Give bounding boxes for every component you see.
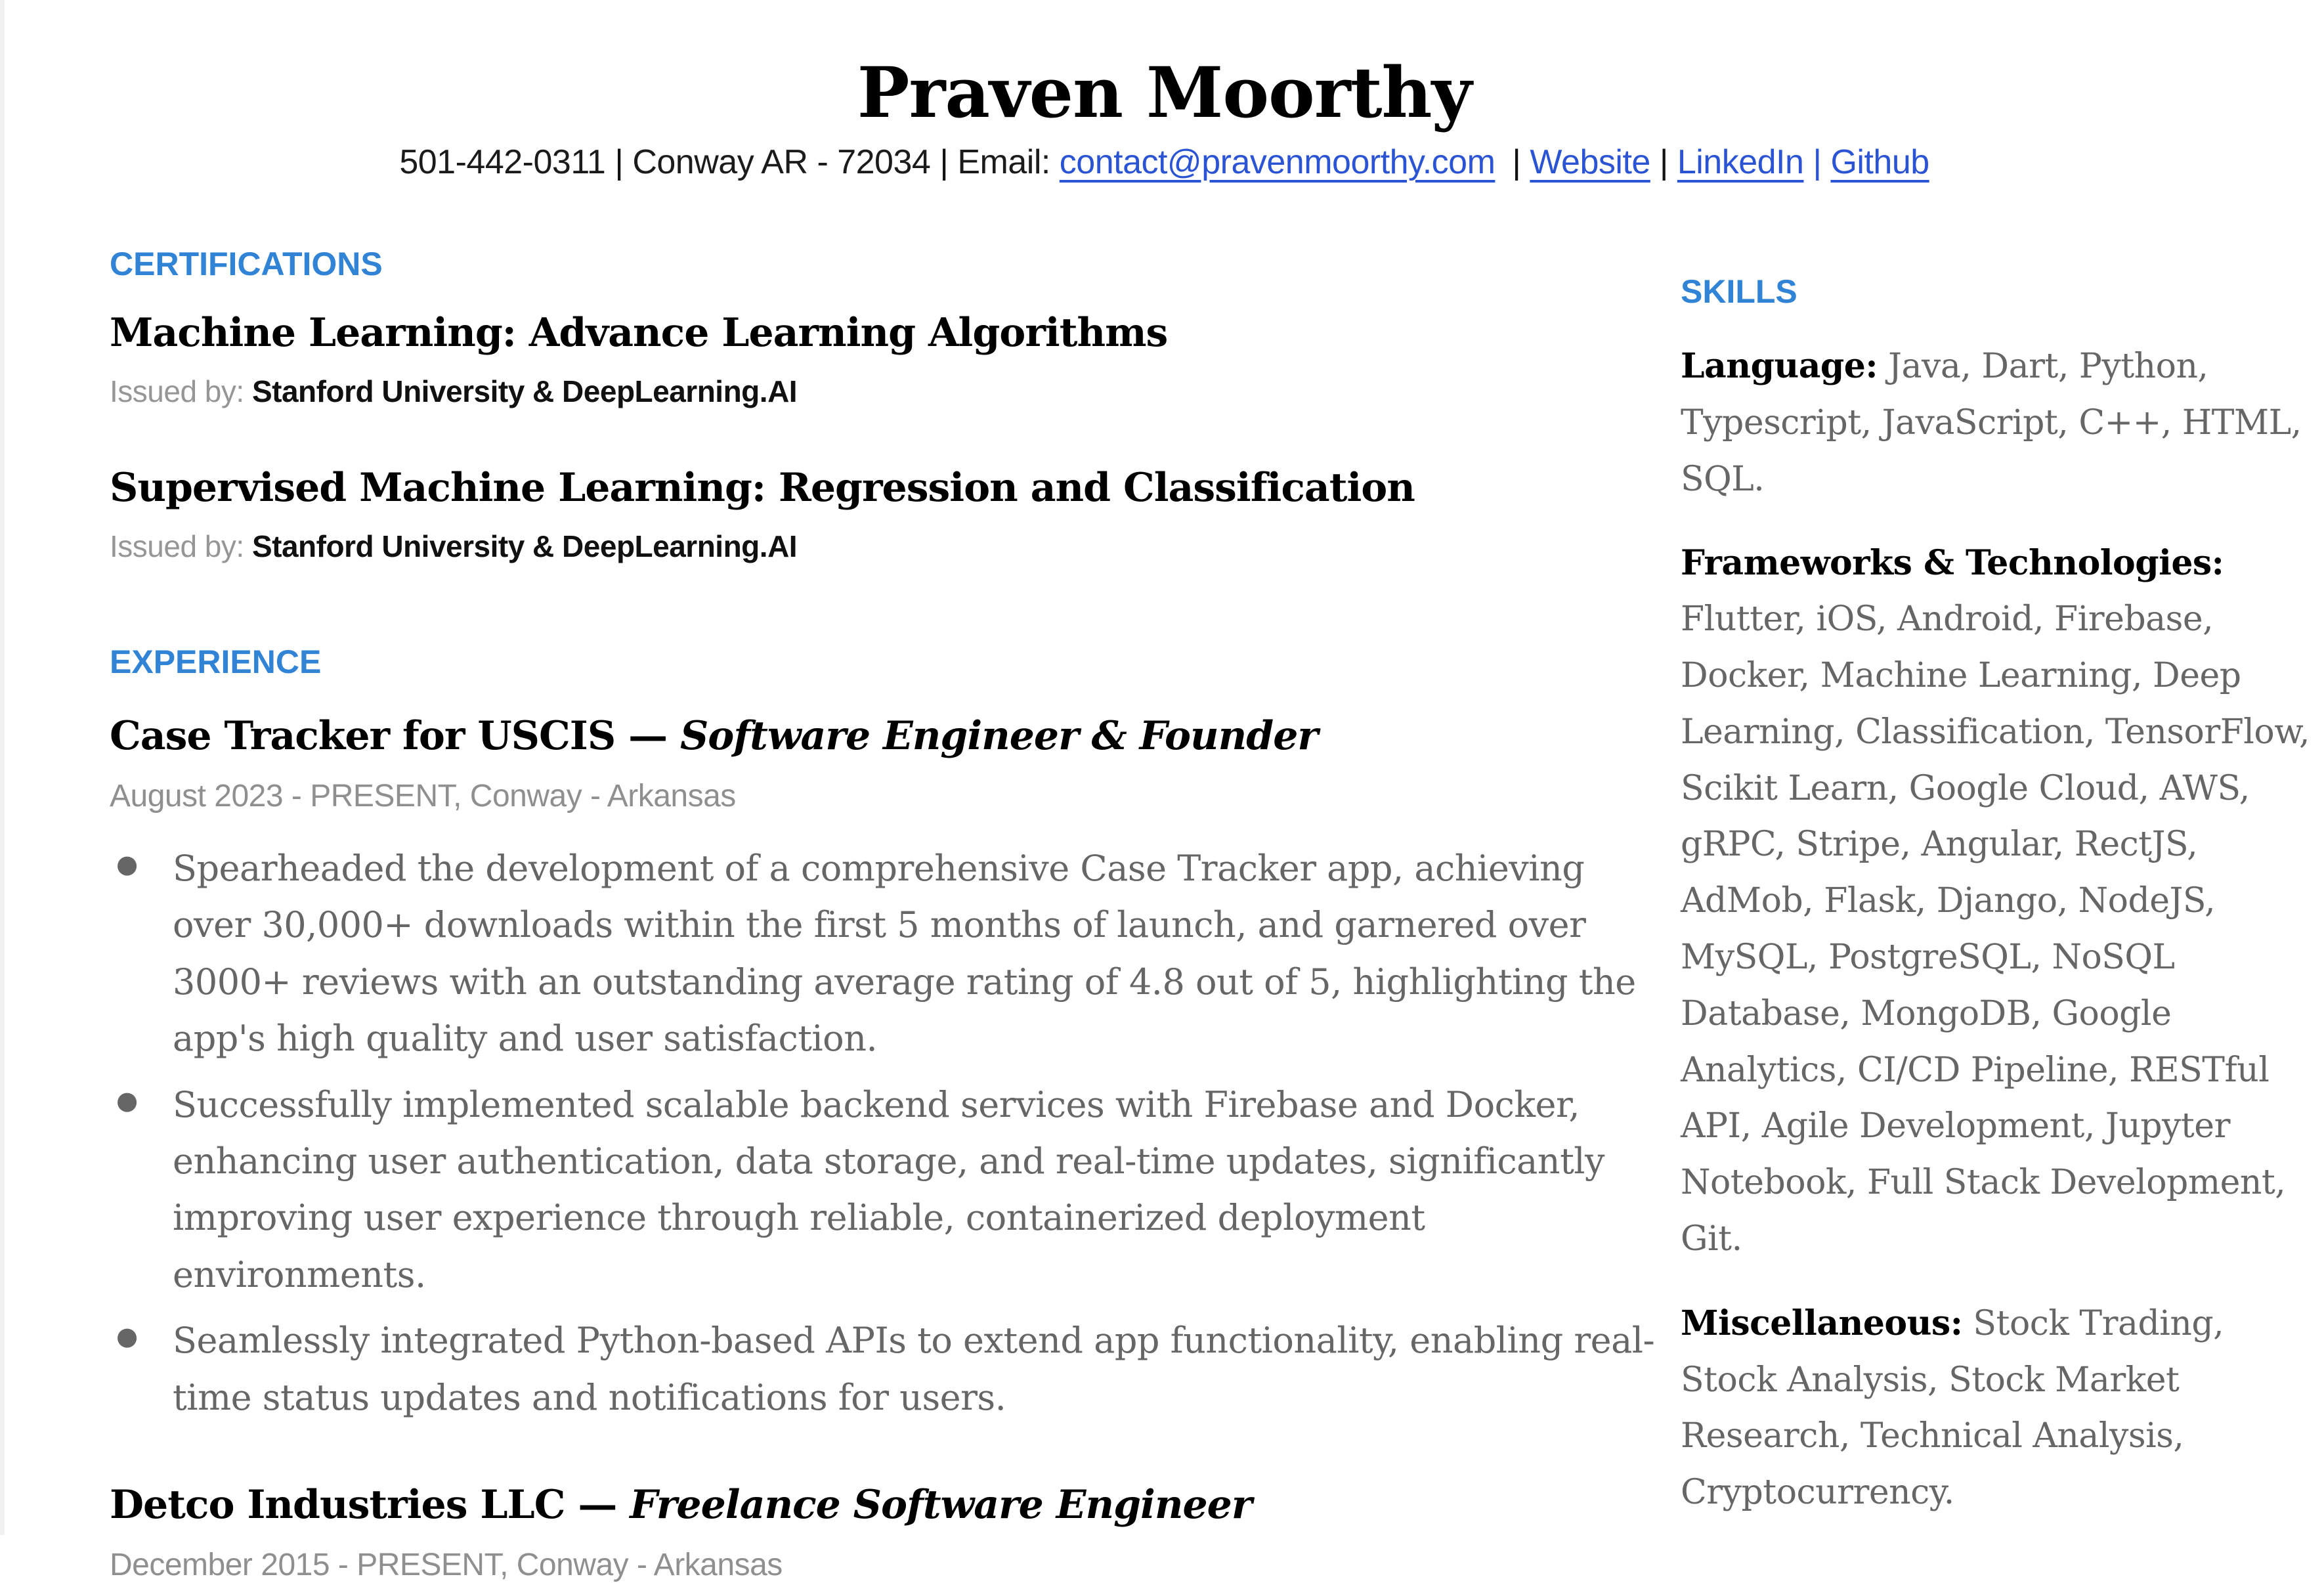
contact-line <box>5 142 2324 182</box>
skill-label: Language: <box>1681 346 1878 387</box>
issued-by-label: Issued by: <box>110 374 244 409</box>
issuer-name: Stanford University & DeepLearning.AI <box>251 374 798 409</box>
certifications-heading: CERTIFICATIONS <box>110 246 383 283</box>
separator: | <box>1813 143 1822 182</box>
skill-group-language <box>1681 338 2317 508</box>
em-dash: — <box>628 713 668 760</box>
issuer-name: Stanford University & DeepLearning.AI <box>251 529 798 564</box>
skill-label: Frameworks & Technologies: <box>1681 543 2224 584</box>
em-dash: — <box>578 1481 617 1528</box>
job-entry <box>110 712 1672 1426</box>
email-label: Email: <box>957 143 1050 182</box>
email-link[interactable]: contact@pravenmoorthy.com <box>1059 143 1496 182</box>
certifications-section <box>110 245 1672 564</box>
github-link[interactable]: Github <box>1830 143 1929 182</box>
certification-issuer-line <box>110 374 1672 409</box>
job-title <box>110 1481 1672 1529</box>
skills-heading: SKILLS <box>1681 273 1797 311</box>
job-company: Detco Industries LLC <box>110 1481 565 1528</box>
job-bullet: ● Seamlessly integrated Python-based APIs to extend app functionality, enabling real-time status updates and notifications for users. <box>110 1312 1672 1426</box>
experience-section <box>110 643 1672 1583</box>
linkedin-link[interactable]: LinkedIn <box>1677 143 1804 182</box>
skill-label: Miscellaneous: <box>1681 1303 1963 1343</box>
job-dates: December 2015 - PRESENT, Conway - Arkansas <box>110 1547 783 1582</box>
resume-body <box>5 245 2324 1583</box>
page-title: Praven Moorthy <box>857 51 1472 133</box>
job-company: Case Tracker for USCIS <box>110 713 616 760</box>
job-bullet: ● Spearheaded the development of a comprehensive Case Tracker app, achieving over 30,000+ downloads within the first 5 months of launch, and garnered over 3000+ reviews with an outstanding average rating of 4.8 out of 5, highlighting the app's high quality and user satisfaction. <box>110 840 1672 1068</box>
skill-values: Flutter, iOS, Android, Firebase, Docker, Machine Learning, Deep Learning, Classification, TensorFlow, Scikit Learn, Google Cloud, AWS, gRPC, Stripe, Angular, RectJS, AdMob, Flask, Django, NodeJS, MySQL, PostgreSQL, NoSQL Database, MongoDB, Google Analytics, CI/CD Pipeline, RESTful API, Agile Development, Jupyter Notebook, Full Stack Development, Git. <box>1681 599 2310 1259</box>
main-column <box>110 245 1672 1583</box>
job-bullet: ● Successfully implemented scalable backend services with Firebase and Docker, enhancing user authentication, data storage, and real-time updates, significantly improving user experience through reliable, containerized deployment environments. <box>110 1077 1672 1304</box>
phone-number: 501-442-0311 <box>399 143 606 182</box>
skill-values: Stock Trading, Stock Analysis, Stock Market Research, Technical Analysis, Cryptocurrency. <box>1681 1303 2224 1513</box>
separator: | <box>939 143 949 182</box>
separator: | <box>1659 143 1668 182</box>
location-text: Conway AR - 72034 <box>632 143 931 182</box>
job-role: Software Engineer & Founder <box>679 713 1318 760</box>
certification-title: Machine Learning: Advance Learning Algorithms <box>110 310 1168 357</box>
website-link[interactable]: Website <box>1530 143 1650 182</box>
certification-title: Supervised Machine Learning: Regression and Classification <box>110 465 1415 511</box>
job-dates: August 2023 - PRESENT, Conway - Arkansas <box>110 779 736 814</box>
skill-text <box>1681 535 2317 1267</box>
certification-issuer-line <box>110 529 1672 564</box>
skill-group-miscellaneous <box>1681 1295 2317 1521</box>
job-title <box>110 712 1672 760</box>
issued-by-label: Issued by: <box>110 529 244 564</box>
separator: | <box>1512 143 1521 182</box>
certification-item <box>110 309 1672 409</box>
resume-header <box>5 0 2324 182</box>
skills-sidebar <box>1681 272 2317 1583</box>
job-role: Freelance Software Engineer <box>630 1481 1252 1528</box>
job-bullet-list <box>110 840 1672 1426</box>
experience-heading: EXPERIENCE <box>110 643 322 681</box>
job-entry <box>110 1481 1672 1583</box>
separator: | <box>614 143 624 182</box>
skill-text <box>1681 1295 2317 1521</box>
skill-values: Java, Dart, Python, Typescript, JavaScript, C++, HTML, SQL. <box>1681 347 2302 499</box>
skill-group-frameworks <box>1681 535 2317 1267</box>
certification-item <box>110 464 1672 564</box>
skill-text <box>1681 338 2317 508</box>
